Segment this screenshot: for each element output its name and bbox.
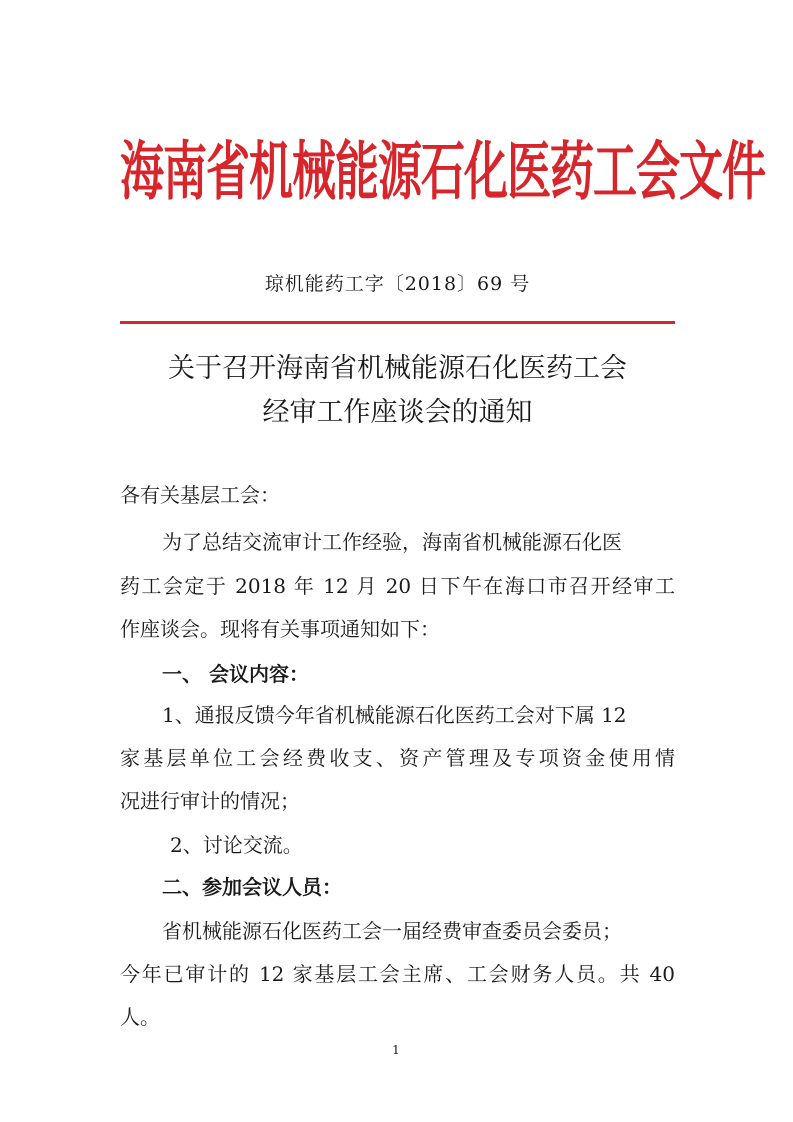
- page-number: 1: [392, 1043, 400, 1057]
- section-1-item-1-line-3: 况进行审计的情况；: [120, 789, 300, 813]
- document-header-title: 海南省机械能源石化医药工会文件: [120, 135, 765, 210]
- intro-line-3: 作座谈会。现将有关事项通知如下：: [120, 617, 440, 641]
- section-2-heading: 二、参加会议人员：: [162, 875, 342, 899]
- section-1-item-1-line-2: 家基层单位工会经费收支、资产管理及专项资金使用情: [120, 746, 675, 770]
- document-number: 琼机能药工字〔2018〕69 号: [264, 273, 531, 295]
- section-2-line-3: 人。: [120, 1005, 160, 1029]
- section-1-heading: 一、 会议内容：: [162, 662, 309, 686]
- section-1-item-1-line-1: 1、通报反馈今年省机械能源石化医药工会对下属 12: [162, 703, 627, 727]
- notice-title-line-2: 经审工作座谈会的通知: [262, 397, 533, 428]
- section-2-line-2: 今年已审计的 12 家基层工会主席、工会财务人员。共 40: [120, 962, 675, 986]
- section-2-line-1: 省机械能源石化医药工会一届经费审查委员会委员；: [162, 919, 622, 943]
- section-1-item-2: 2、讨论交流。: [170, 833, 303, 857]
- notice-title-line-1: 关于召开海南省机械能源石化医药工会: [168, 353, 627, 384]
- header-divider: [120, 321, 675, 324]
- intro-line-2: 药工会定于 2018 年 12 月 20 日下午在海口市召开经审工: [120, 574, 675, 598]
- salutation: 各有关基层工会：: [120, 483, 280, 507]
- intro-line-1: 为了总结交流审计工作经验，海南省机械能源石化医: [162, 530, 622, 554]
